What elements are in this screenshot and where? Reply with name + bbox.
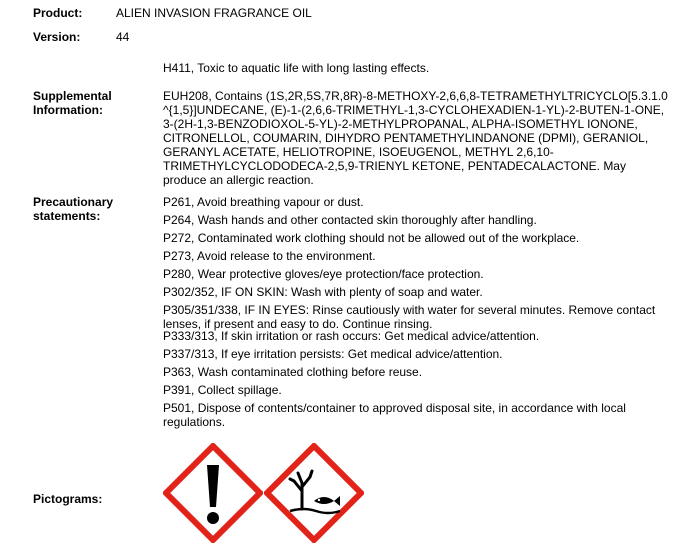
statement-p280: P280, Wear protective gloves/eye protection/face protection. xyxy=(163,267,484,281)
hazard-statement-h411: H411, Toxic to aquatic life with long lasting effects. xyxy=(163,61,430,75)
statement-p272: P272, Contaminated work clothing should not be allowed out of the workplace. xyxy=(163,231,580,245)
statement-p264: P264, Wash hands and other contacted skin thoroughly after handling. xyxy=(163,213,537,227)
product-name: ALIEN INVASION FRAGRANCE OIL xyxy=(116,6,312,20)
statement-p302-352: P302/352, IF ON SKIN: Wash with plenty of soap and water. xyxy=(163,285,483,299)
supplemental-label-line2: Information: xyxy=(33,103,103,117)
supplemental-line: produce an allergic reaction. xyxy=(163,173,314,187)
version-number: 44 xyxy=(116,30,130,44)
statement-p501: P501, Dispose of contents/container to approved disposal site, in accordance with local xyxy=(163,401,626,415)
supplemental-line: EUH208, Contains (1S,2R,5S,7R,8R)-8-METHOXY-2,6,6,8-TETRAMETHYLTRICYCLO[5.3.1.0 xyxy=(163,89,668,103)
statement-p273: P273, Avoid release to the environment. xyxy=(163,249,376,263)
supplemental-line: TRIMETHYLCYCLODODECA-2,5,9-TRIENYL KETONE, PENTADECALACTONE. May xyxy=(163,159,626,173)
supplemental-line: 3-(2H-1,3-BENZODIOXOL-5-YL)-2-METHYLPROPANAL, ALPHA-ISOMETHYL IONONE, xyxy=(163,117,638,131)
statement-p333-313: P333/313, If skin irritation or rash occurs: Get medical advice/attention. xyxy=(163,329,540,343)
precautionary-label-line2: statements: xyxy=(33,209,101,223)
environment-hazard-icon xyxy=(264,443,364,546)
supplemental-line: ^{1,5}]UNDECANE, (E)-1-(2,6,6-TRIMETHYL-1,3-CYCLOHEXADIEN-1-YL)-2-BUTEN-1-ONE, xyxy=(163,103,665,117)
statement-p501-cont: regulations. xyxy=(163,415,226,429)
statement-p261: P261, Avoid breathing vapour or dust. xyxy=(163,195,364,209)
statement-p337-313: P337/313, If eye irritation persists: Get medical advice/attention. xyxy=(163,347,503,361)
statement-p391: P391, Collect spillage. xyxy=(163,383,282,397)
version-label: Version: xyxy=(33,30,81,44)
supplemental-label-line1: Supplemental xyxy=(33,89,112,103)
statement-p305-351-338-cont: lenses, if present and easy to do. Continue rinsing. xyxy=(163,317,433,331)
precautionary-label-line1: Precautionary xyxy=(33,195,114,209)
supplemental-line: CITRONELLOL, COUMARIN, DIHYDRO PENTAMETHYLINDANONE (DPMI), GERANIOL, xyxy=(163,131,649,145)
product-label: Product: xyxy=(33,6,83,20)
supplemental-info-text xyxy=(163,89,683,187)
statement-p305-351-338: P305/351/338, IF IN EYES: Rinse cautiously with water for several minutes. Remove contact xyxy=(163,303,656,317)
supplemental-line: GERANYL ACETATE, HELIOTROPINE, ISOEUGENOL, METHYL 2,6,10- xyxy=(163,145,554,159)
pictograms-label: Pictograms: xyxy=(33,492,103,506)
statement-p363: P363, Wash contaminated clothing before reuse. xyxy=(163,365,423,379)
exclamation-mark-icon xyxy=(163,443,263,546)
